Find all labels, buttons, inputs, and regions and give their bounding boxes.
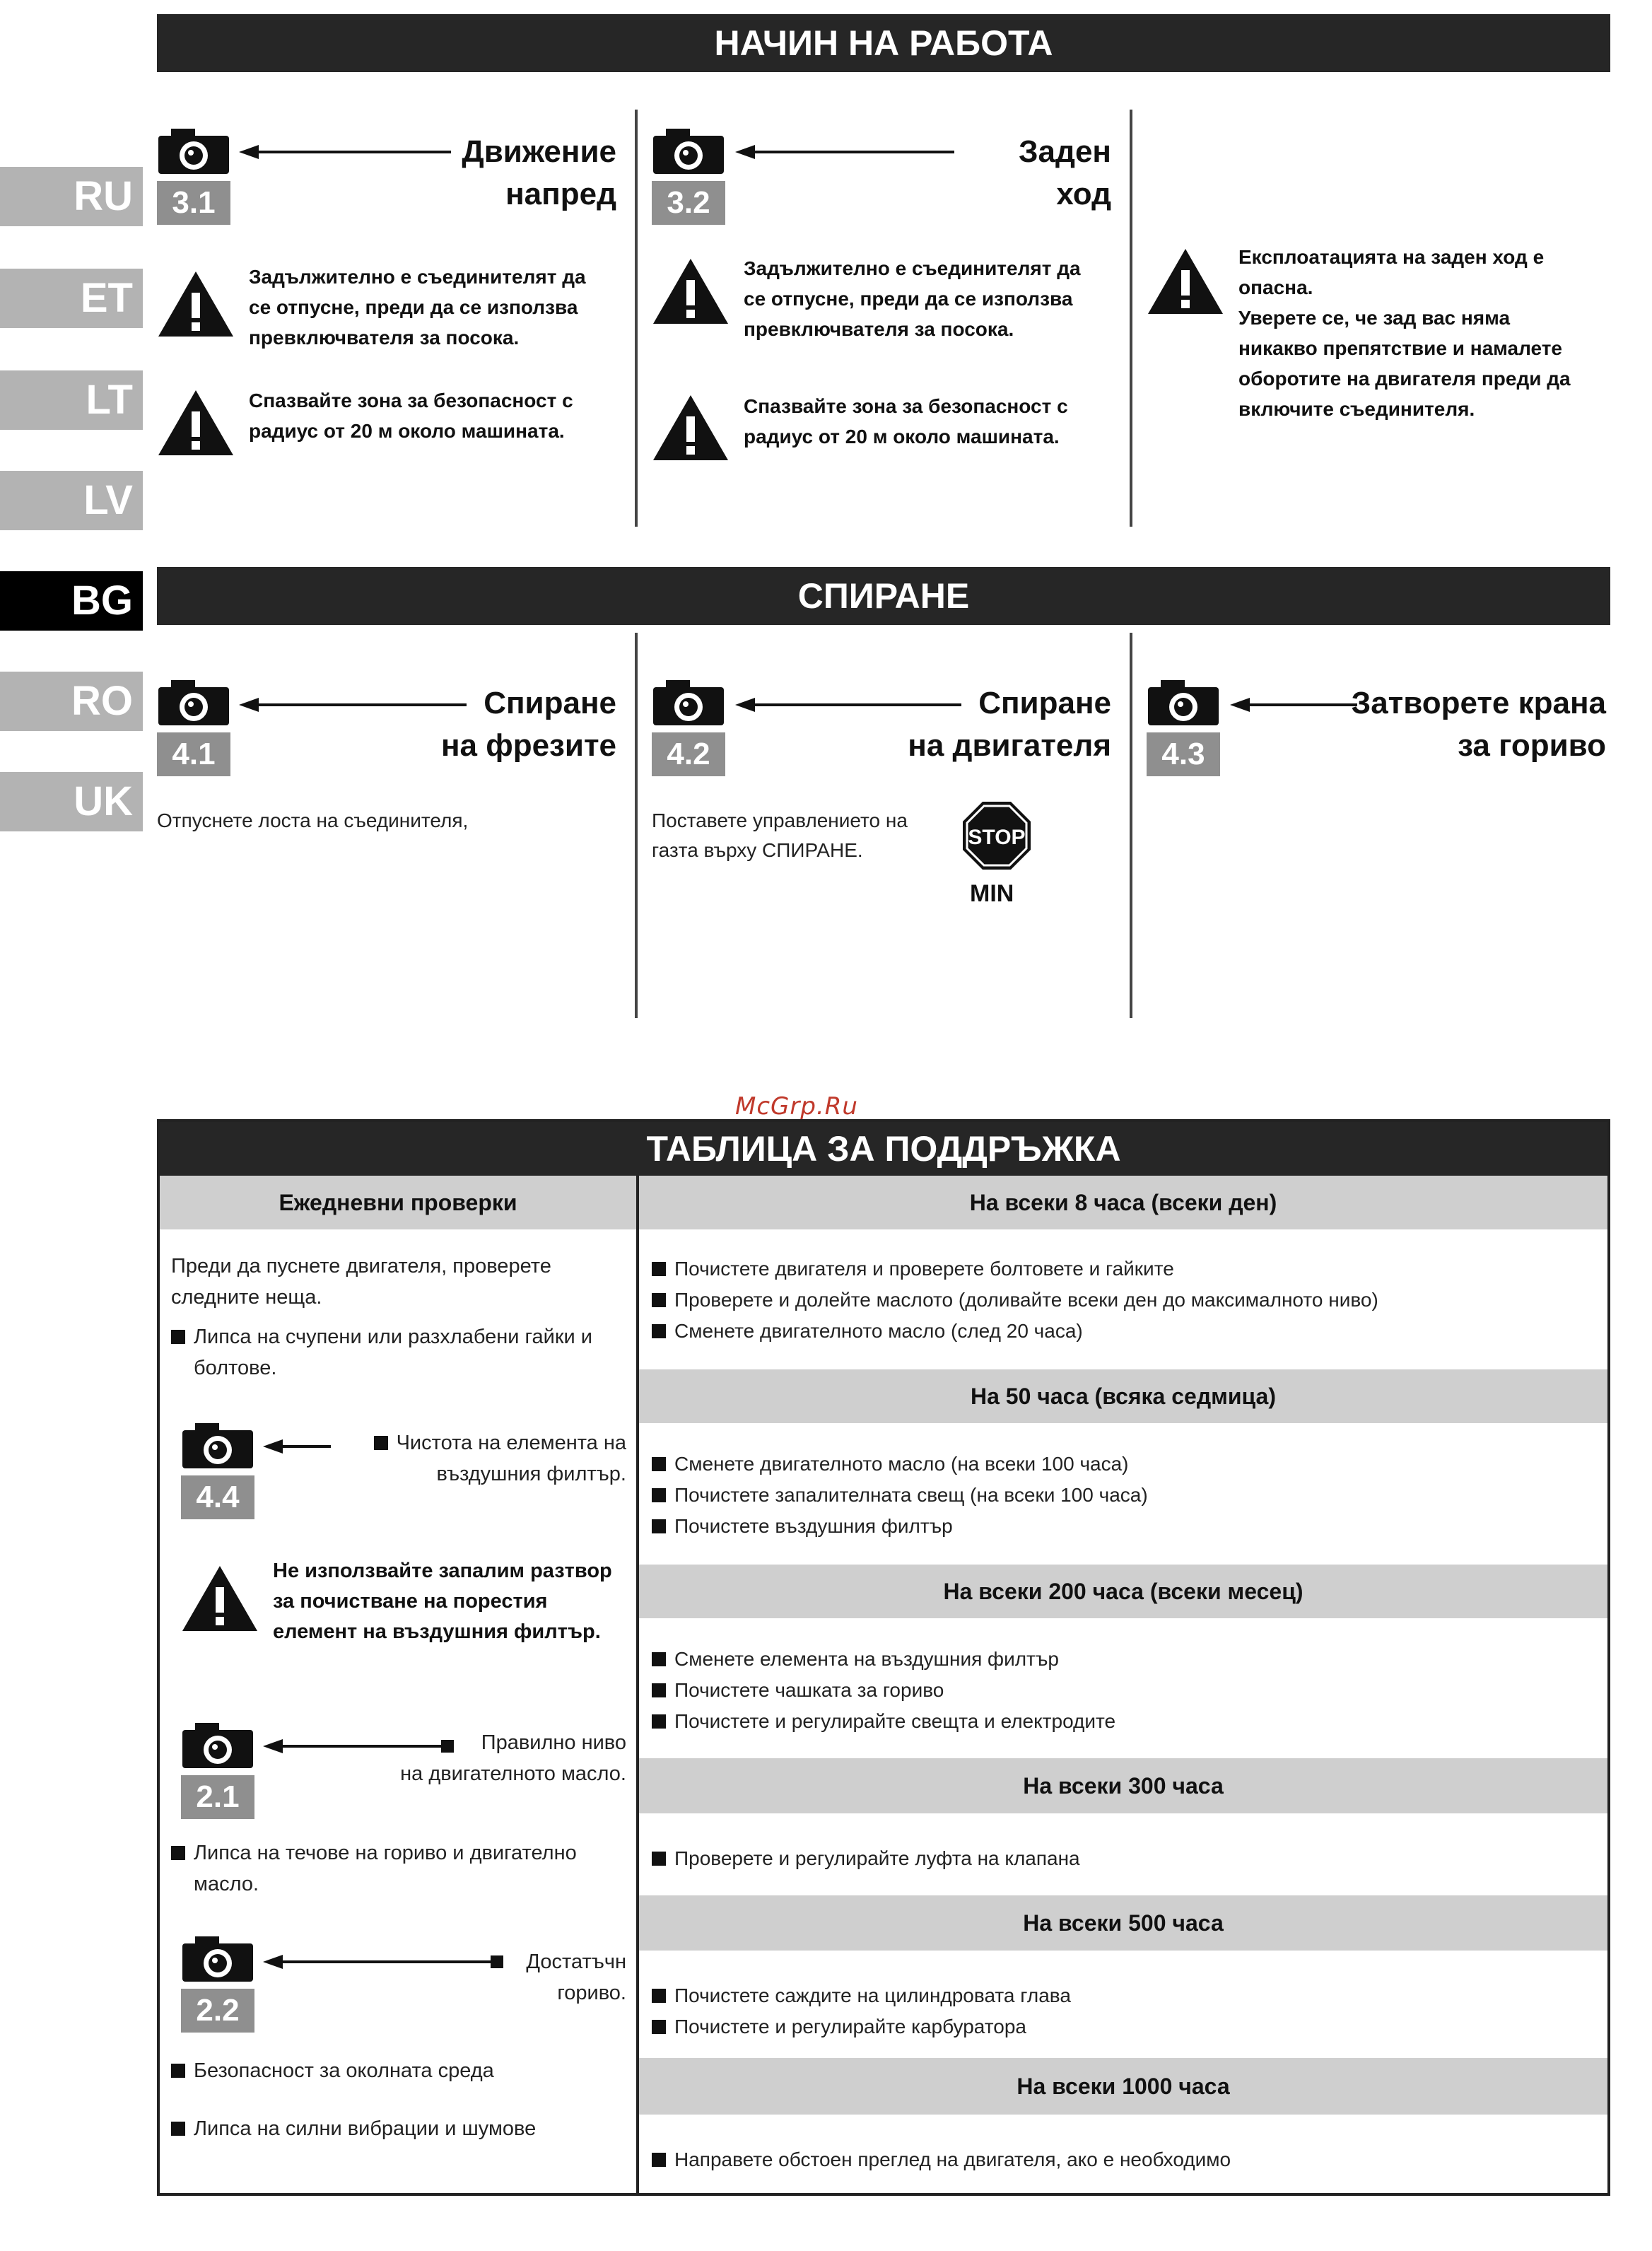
camera-icon [157, 127, 230, 175]
lang-tab-bg[interactable]: BG [0, 571, 143, 631]
step-number: 3.2 [652, 181, 725, 225]
maintenance-table [157, 1119, 1610, 2196]
step-number: 2.1 [181, 1775, 254, 1819]
step-title: Спиране на двигателя [908, 686, 1111, 763]
step-title: Заден ход [1018, 134, 1111, 211]
warning-icon [1147, 246, 1224, 317]
warning-text: Спазвайте зона за безопасност с радиус от 20 м около машината. [744, 395, 1068, 448]
camera-icon [181, 1422, 254, 1470]
warning-icon [157, 387, 235, 458]
camera-icon [652, 679, 725, 727]
step-title: Спиране на фрезите [440, 686, 616, 763]
camera-icon [181, 1935, 254, 1983]
daily-check-item: Липса на счупени или разхлабени гайки и болтове. [171, 1321, 631, 1384]
section-stopping-title: СПИРАНЕ [157, 567, 1610, 625]
interval-item: Направете обстоен преглед на двигателя, ако е необходимо [652, 2144, 1231, 2175]
step-number: 2.2 [181, 1989, 254, 2033]
step-title: Затворете крана за гориво [1351, 686, 1606, 763]
interval-header: На 50 часа (всяка седмица) [639, 1369, 1607, 1423]
stop-sign-icon [961, 800, 1032, 871]
warning-icon [181, 1563, 259, 1634]
interval-item: Проверете и долейте маслото (доливайте всеки ден до максималното ниво) [652, 1285, 1378, 1316]
daily-intro: Преди да пуснете двигателя, проверете следните неща. [171, 1255, 551, 1309]
interval-header: На всеки 8 часа (всеки ден) [639, 1176, 1607, 1229]
arrow-left-icon [239, 145, 451, 159]
interval-item: Сменете елемента на въздушния филтър [652, 1644, 1059, 1675]
interval-header: На всеки 1000 часа [639, 2058, 1607, 2115]
min-label: MIN [970, 880, 1014, 907]
daily-checks-header: Ежедневни проверки [160, 1176, 636, 1229]
watermark: McGrp.Ru [735, 1092, 858, 1121]
interval-item: Почистете чашката за гориво [652, 1675, 944, 1706]
section-operation-title: НАЧИН НА РАБОТА [157, 14, 1610, 72]
step-number: 4.2 [652, 732, 725, 776]
step-number: 4.4 [181, 1475, 254, 1519]
column-divider [1130, 633, 1132, 1018]
step-text: Правилно ниво на двигателното масло. [400, 1731, 626, 1785]
interval-item: Почистете и регулирайте карбуратора [652, 2011, 1026, 2042]
maintenance-table-title: ТАБЛИЦА ЗА ПОДДРЪЖКА [160, 1122, 1607, 1176]
table-divider [636, 1176, 639, 2193]
interval-item: Почистете двигателя и проверете болтовете и гайките [652, 1253, 1174, 1285]
daily-check-item: Липса на силни вибрации и шумове [171, 2113, 631, 2144]
daily-check-item: Безопасност за околната среда [171, 2055, 631, 2086]
camera-icon [181, 1721, 254, 1770]
step-text: Поставете управлението на газта върху СПИРАНЕ. [652, 809, 908, 861]
step-text: Достатъчн гориво. [526, 1951, 626, 2004]
arrow-left-icon [263, 1955, 502, 1969]
camera-icon [157, 679, 230, 727]
warning-icon [652, 392, 730, 463]
interval-item: Почистете саждите на цилиндровата глава [652, 1980, 1071, 2011]
lang-tab-lt[interactable]: LT [0, 370, 143, 430]
arrow-left-icon [1230, 698, 1357, 712]
warning-text: Не използвайте запалим разтвор за почистване на порестия елемент на въздушния филтър. [273, 1560, 612, 1643]
stop-sign-label: STOP [968, 826, 1026, 849]
interval-item: Сменете двигателното масло (на всеки 100 часа) [652, 1449, 1129, 1480]
warning-icon [157, 269, 235, 339]
warning-text: Задължително е съединителят да се отпусне, преди да се използва превключвателя за посока. [744, 257, 1081, 340]
daily-check-item: Липса на течове на гориво и двигателно масло. [171, 1837, 631, 1900]
arrow-left-icon [735, 145, 954, 159]
interval-item: Сменете двигателното масло (след 20 часа) [652, 1316, 1083, 1347]
lang-tab-uk[interactable]: UK [0, 772, 143, 831]
step-number: 4.3 [1147, 732, 1220, 776]
lang-tab-lv[interactable]: LV [0, 471, 143, 530]
column-divider [1130, 110, 1132, 527]
step-number: 3.1 [157, 181, 230, 225]
interval-item: Почистете въздушния филтър [652, 1511, 953, 1542]
interval-item: Почистете запалителната свещ (на всеки 100 часа) [652, 1480, 1148, 1511]
warning-icon [652, 256, 730, 327]
warning-text: Спазвайте зона за безопасност с радиус от 20 м около машината. [249, 390, 573, 442]
column-divider [635, 633, 638, 1018]
arrow-left-icon [263, 1439, 331, 1454]
interval-header: На всеки 500 часа [639, 1895, 1607, 1951]
lang-tab-ru[interactable]: RU [0, 167, 143, 226]
step-number: 4.1 [157, 732, 230, 776]
camera-icon [652, 127, 725, 175]
lang-tab-et[interactable]: ET [0, 269, 143, 328]
column-divider [635, 110, 638, 527]
interval-item: Почистете и регулирайте свещта и електродите [652, 1706, 1115, 1737]
interval-item: Проверете и регулирайте луфта на клапана [652, 1843, 1080, 1874]
interval-header: На всеки 300 часа [639, 1758, 1607, 1813]
step-text: Чистота на елемента на въздушния филтър. [336, 1427, 626, 1490]
lang-tab-ro[interactable]: RO [0, 672, 143, 731]
step-text: Отпуснете лоста на съединителя, [157, 809, 469, 831]
warning-text: Задължително е съединителят да се отпусне, преди да се използва превключвателя за посока. [249, 266, 586, 349]
warning-text: Експлоатацията на заден ход е опасна. Уверете се, че зад вас няма никакво препятствие и намалете оборотите на двигателя преди да включите съединителя. [1238, 246, 1571, 420]
interval-header: На всеки 200 часа (всеки месец) [639, 1565, 1607, 1618]
camera-icon [1147, 679, 1220, 727]
step-title: Движение напред [462, 134, 616, 211]
